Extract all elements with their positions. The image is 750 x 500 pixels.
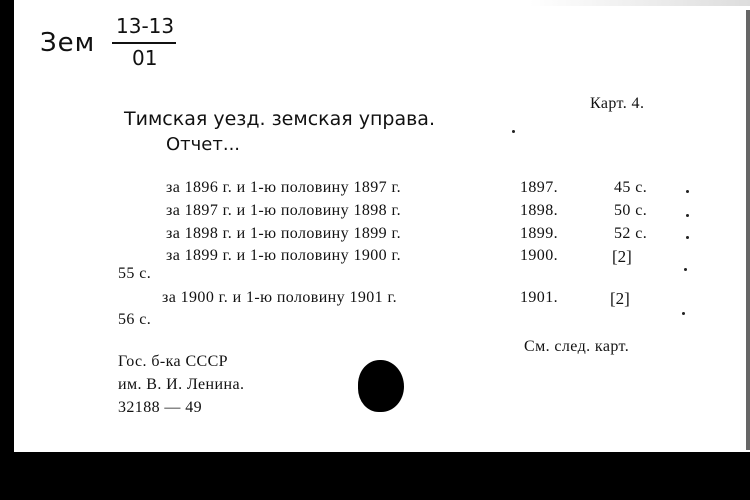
library-stamp-line1: Гос. б-ка СССР (118, 353, 228, 370)
entry-pages: 50 с. (614, 202, 648, 219)
fraction-line (112, 42, 176, 44)
scan-border-left (0, 0, 14, 460)
library-stamp-line3: 32188 — 49 (118, 399, 202, 416)
scan-border-bottom (0, 452, 750, 500)
entry-year: 1898. (520, 202, 558, 219)
speck (686, 236, 689, 239)
speck (686, 214, 689, 217)
entry-year: 1899. (520, 225, 558, 242)
entry-year: 1897. (520, 179, 558, 196)
scan-border-top (14, 0, 750, 6)
speck (682, 312, 685, 315)
see-next-card: См. след. карт. (524, 338, 630, 355)
handwritten-denominator: 01 (132, 46, 158, 70)
speck (686, 190, 689, 193)
entry-year: 1901. (520, 289, 558, 306)
entry-pages: 52 с. (614, 225, 648, 242)
ink-blot (358, 360, 404, 412)
entry-pages: 45 с. (614, 179, 648, 196)
speck (684, 268, 687, 271)
entry-pages-continued: 56 с. (118, 311, 152, 328)
library-stamp-line2: им. В. И. Ленина. (118, 376, 245, 393)
card-subtitle: Отчет... (166, 134, 241, 155)
entry-year: 1900. (520, 247, 558, 264)
handwritten-label: Зем (40, 28, 96, 58)
entry-desc: за 1898 г. и 1-ю половину 1899 г. (166, 225, 401, 242)
scan-border-right (746, 10, 750, 450)
entry-pages-continued: 55 с. (118, 265, 152, 282)
entry-desc: за 1897 г. и 1-ю половину 1898 г. (166, 202, 401, 219)
entry-pages: [2] (610, 289, 630, 308)
card-title: Тимская уезд. земская управа. (124, 108, 435, 130)
speck (512, 130, 515, 133)
entry-pages: [2] (612, 247, 632, 266)
handwritten-numerator: 13-13 (116, 14, 175, 38)
entry-desc: за 1896 г. и 1-ю половину 1897 г. (166, 179, 401, 196)
entry-desc: за 1899 г. и 1-ю половину 1900 г. (166, 247, 401, 264)
card-number: Карт. 4. (590, 95, 645, 112)
entry-desc: за 1900 г. и 1-ю половину 1901 г. (162, 289, 397, 306)
